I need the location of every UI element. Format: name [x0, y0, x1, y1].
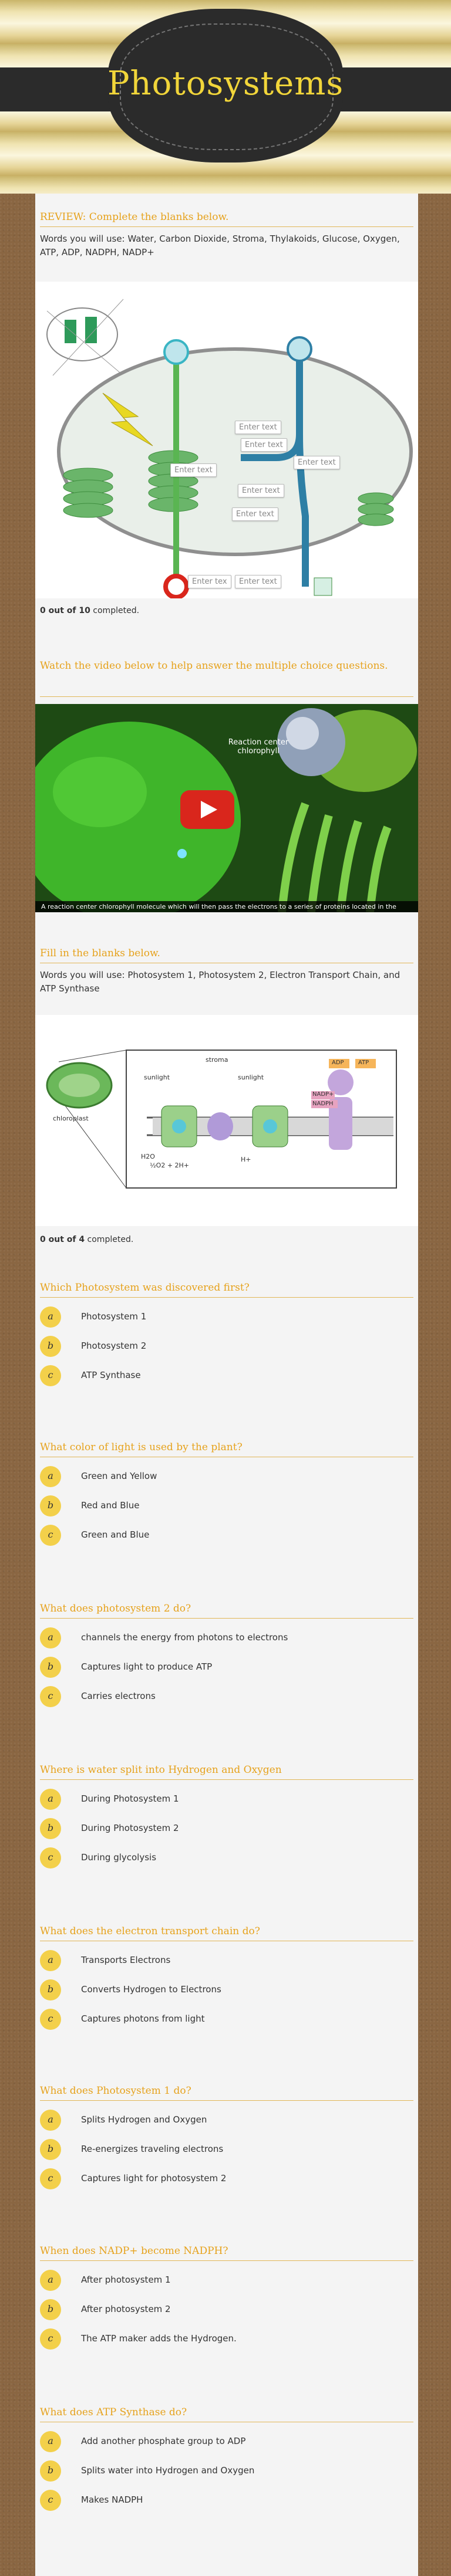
fill-words: Words you will use: Photosystem 1, Photosystem 2, Electron Transport Chain, and ATP Synthase [40, 970, 400, 994]
question-title: When does NADP+ become NADPH? [40, 2245, 228, 2257]
blank-input[interactable]: Enter text [238, 484, 284, 497]
option-key: b [40, 1495, 61, 1517]
option-label: Transports Electrons [81, 1955, 171, 1965]
option-label: During Photosystem 1 [81, 1793, 179, 1804]
option-key: c [40, 2490, 61, 2511]
option-key: c [40, 1365, 61, 1386]
option-key: a [40, 1306, 61, 1328]
option-key: b [40, 2299, 61, 2320]
video-title: Watch the video below to help answer the multiple choice questions. [40, 660, 388, 672]
option-label: Captures photons from light [81, 2013, 205, 2024]
diagram-label: ATP [358, 1059, 369, 1066]
page-title: Photosystems [107, 65, 344, 103]
answer-option[interactable] [40, 1949, 413, 1972]
blank-input[interactable]: Enter text [294, 456, 340, 469]
option-label: channels the energy from photons to electrons [81, 1632, 288, 1643]
option-label: After photosystem 2 [81, 2304, 171, 2314]
answer-option[interactable] [40, 1465, 413, 1488]
chloroplast-illustration [35, 282, 418, 598]
question-title: What color of light is used by the plant? [40, 1441, 243, 1453]
answer-option[interactable] [40, 2269, 413, 2292]
option-key: c [40, 1686, 61, 1707]
fill-title: Fill in the blanks below. [40, 947, 160, 959]
divider [40, 696, 413, 697]
option-label: Green and Yellow [81, 1471, 157, 1481]
content-card [35, 194, 418, 2576]
light-reaction-illustration [35, 1015, 418, 1226]
option-key: a [40, 1789, 61, 1810]
review-title: REVIEW: Complete the blanks below. [40, 211, 229, 223]
option-key: c [40, 1525, 61, 1546]
option-key: a [40, 1627, 61, 1648]
diagram-label: ½O2 + 2H+ [150, 1162, 190, 1169]
answer-option[interactable] [40, 2008, 413, 2031]
question-title: What does the electron transport chain do? [40, 1925, 260, 1937]
answer-option[interactable] [40, 1494, 413, 1518]
option-label: During glycolysis [81, 1852, 157, 1863]
option-key: b [40, 1979, 61, 2000]
option-key: c [40, 2328, 61, 2350]
answer-option[interactable] [40, 1846, 413, 1870]
diagram-label: sunlight [238, 1074, 264, 1081]
option-key: a [40, 2431, 61, 2452]
option-label: Photosystem 1 [81, 1311, 147, 1322]
answer-option[interactable] [40, 1305, 413, 1329]
option-key: c [40, 2009, 61, 2030]
review-status [40, 606, 139, 615]
option-label: Re-energizes traveling electrons [81, 2144, 224, 2154]
option-key: a [40, 2110, 61, 2131]
option-key: b [40, 2139, 61, 2160]
divider [40, 1779, 413, 1780]
answer-option[interactable] [40, 2138, 413, 2161]
blank-input[interactable]: Enter text [232, 507, 278, 521]
chloroplast-diagram [35, 282, 418, 598]
option-label: Green and Blue [81, 1529, 150, 1540]
review-status-count: 0 out of 10 [40, 606, 90, 615]
play-icon [201, 801, 217, 818]
option-key: a [40, 2270, 61, 2291]
fill-status [40, 1235, 133, 1244]
answer-option[interactable] [40, 2327, 413, 2351]
option-label: Photosystem 2 [81, 1341, 147, 1351]
answer-option[interactable] [40, 1788, 413, 1811]
answer-option[interactable] [40, 1978, 413, 2002]
option-label: Splits water into Hydrogen and Oxygen [81, 2465, 255, 2476]
diagram-label: NADP+ [312, 1091, 334, 1098]
answer-option[interactable] [40, 1364, 413, 1387]
question-title: Which Photosystem was discovered first? [40, 1282, 250, 1294]
answer-option[interactable] [40, 1656, 413, 1679]
option-key: a [40, 1466, 61, 1487]
divider [40, 226, 413, 227]
option-key: b [40, 1336, 61, 1357]
answer-option[interactable] [40, 1685, 413, 1708]
answer-option[interactable] [40, 2459, 413, 2483]
option-label: Captures light for photosystem 2 [81, 2173, 227, 2184]
answer-option[interactable] [40, 1626, 413, 1650]
option-label: ATP Synthase [81, 1370, 141, 1380]
diagram-label: H2O [141, 1153, 155, 1160]
answer-option[interactable] [40, 2298, 413, 2321]
option-label: Captures light to produce ATP [81, 1661, 213, 1672]
video-player[interactable] [35, 704, 418, 912]
diagram-label: stroma [206, 1056, 228, 1064]
page-header [0, 0, 451, 194]
option-key: b [40, 1657, 61, 1678]
option-label: Converts Hydrogen to Electrons [81, 1984, 221, 1995]
blank-input[interactable]: Enter text [241, 438, 287, 452]
diagram-label: sunlight [144, 1074, 170, 1081]
fill-status-count: 0 out of 4 [40, 1235, 85, 1244]
divider [40, 1297, 413, 1298]
diagram-label: ADP [332, 1059, 344, 1066]
option-label: During Photosystem 2 [81, 1823, 179, 1833]
divider [40, 2100, 413, 2101]
answer-option[interactable] [40, 2108, 413, 2132]
option-label: Carries electrons [81, 1691, 156, 1701]
option-key: c [40, 1847, 61, 1868]
diagram-label: chloroplast [53, 1115, 89, 1122]
answer-option[interactable] [40, 1817, 413, 1840]
question-title: What does Photosystem 1 do? [40, 2085, 191, 2097]
fill-status-suffix: completed. [87, 1235, 134, 1244]
blank-input[interactable]: Enter text [235, 421, 281, 434]
video-overlay-label: Reaction center chlorophyll [228, 738, 289, 756]
answer-option[interactable] [40, 2167, 413, 2191]
answer-option[interactable] [40, 2430, 413, 2453]
answer-option[interactable] [40, 2489, 413, 2512]
option-label: Makes NADPH [81, 2494, 143, 2505]
diagram-label: H+ [241, 1156, 251, 1163]
chloroplast-sketch [47, 299, 123, 375]
answer-option[interactable] [40, 1524, 413, 1547]
play-button[interactable] [180, 790, 234, 829]
answer-option[interactable] [40, 1335, 413, 1358]
review-words: Words you will use: Water, Carbon Dioxide, Stroma, Thylakoids, Glucose, Oxygen, ATP, ADP, NADPH, NADP+ [40, 233, 400, 258]
video-caption: A reaction center chlorophyll molecule which will then pass the electrons to a series of proteins located in the [35, 901, 418, 912]
option-label: Add another phosphate group to ADP [81, 2436, 246, 2446]
blank-input[interactable]: Enter text [170, 463, 217, 477]
blank-input[interactable]: Enter tex [188, 575, 231, 588]
question-title: What does ATP Synthase do? [40, 2406, 187, 2418]
option-label: The ATP maker adds the Hydrogen. [81, 2333, 237, 2344]
divider [40, 2260, 413, 2261]
review-status-suffix: completed. [93, 606, 140, 615]
option-label: Splits Hydrogen and Oxygen [81, 2114, 207, 2125]
option-key: c [40, 2168, 61, 2189]
option-key: a [40, 1950, 61, 1971]
option-label: Red and Blue [81, 1500, 140, 1511]
question-title: What does photosystem 2 do? [40, 1603, 191, 1614]
light-reaction-diagram [35, 1015, 418, 1226]
option-label: After photosystem 1 [81, 2274, 171, 2285]
option-key: b [40, 1818, 61, 1839]
blank-input[interactable]: Enter text [235, 575, 281, 588]
option-key: b [40, 2460, 61, 2482]
question-title: Where is water split into Hydrogen and Oxygen [40, 1764, 282, 1776]
divider [40, 1618, 413, 1619]
diagram-label: NADPH [312, 1101, 334, 1107]
